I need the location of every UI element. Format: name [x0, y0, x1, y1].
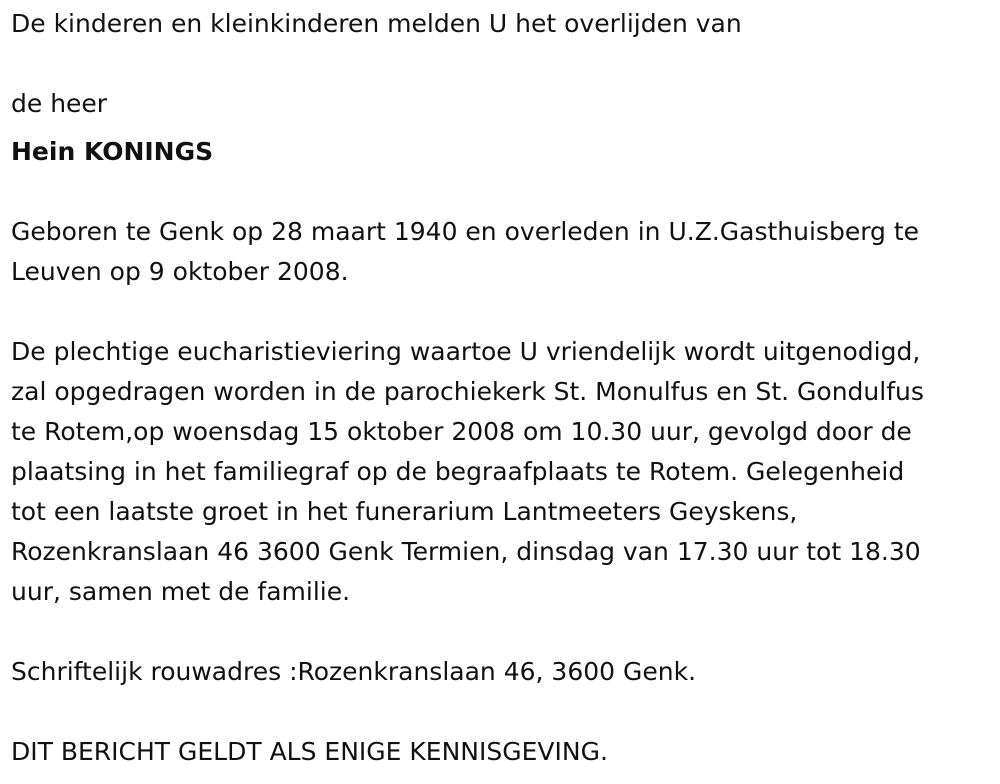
spacer — [11, 172, 1000, 212]
spacer — [11, 44, 1000, 84]
spacer — [11, 292, 1000, 332]
intro-text: De kinderen en kleinkinderen melden U het overlijden van — [11, 9, 742, 38]
closing-text: DIT BERICHT GELDT ALS ENIGE KENNISGEVING. — [11, 737, 608, 766]
spacer — [11, 612, 1000, 652]
deceased-name: Hein KONINGS — [11, 137, 214, 166]
spacer — [11, 692, 1000, 732]
birth-death-text: Geboren te Genk op 28 maart 1940 en overleden in U.Z.Gasthuisberg te Leuven op 9 oktober 2008. — [11, 217, 920, 286]
address-text: Schriftelijk rouwadres :Rozenkranslaan 46, 3600 Genk. — [11, 657, 697, 686]
title-prefix: de heer — [11, 89, 108, 118]
ceremony-text: De plechtige eucharistieviering waartoe U vriendelijk wordt uitgenodigd, zal opgedragen worden in de parochiekerk St. Monulfus en St. Gondulfus te Rotem,op woensdag 15 oktober 2008 om 10.30 uur, gevolgd door de plaatsing in het familiegraf op de begraafplaats te Rotem. Gelegenheid tot een laatste groet in het funerarium Lantmeeters Geyskens, Rozenkranslaan 46 3600 Genk Termien, dinsdag van 17.30 uur tot 18.30 uur, samen met de familie. — [11, 337, 924, 606]
